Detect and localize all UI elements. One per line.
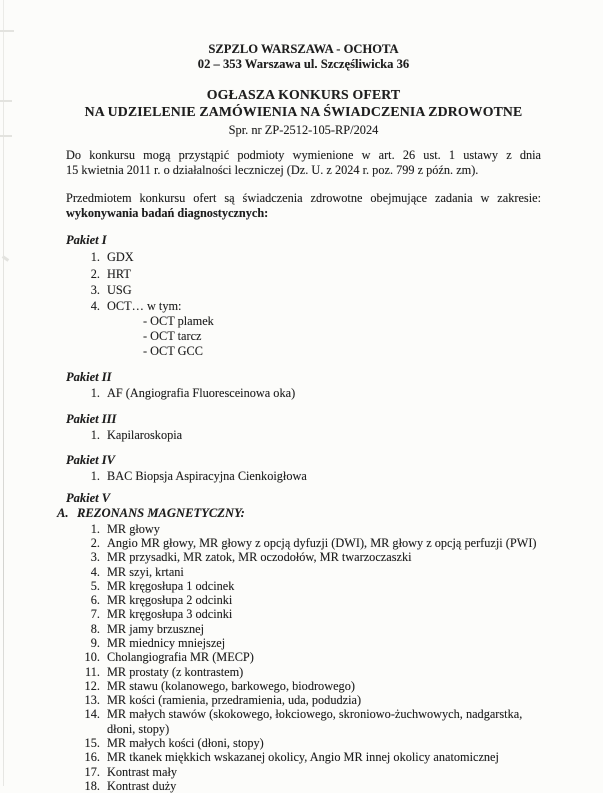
list-item: 15. MR małych kości (dłoni, stopy): [103, 736, 541, 750]
scan-artifact: [0, 135, 12, 137]
pakiet-5-list: [66, 522, 541, 793]
pakiet-3-list: [66, 428, 541, 442]
pakiet-4-title: Pakiet IV: [66, 452, 115, 467]
pakiet-2-list: [66, 386, 541, 400]
list-item: 13. MR kości (ramienia, przedramienia, uda, podudzia): [103, 693, 541, 707]
list-item: 12. MR stawu (kolanowego, barkowego, biodrowego): [103, 679, 541, 693]
list-item: 7. MR kręgosłupa 3 odcinki: [103, 607, 541, 621]
list-item: 18. Kontrast duży: [103, 779, 541, 793]
pakiet-4-list: [66, 469, 541, 483]
subsection-label: A.: [57, 506, 69, 521]
pakiet-2-title: Pakiet II: [66, 370, 112, 385]
list-item: 1. AF (Angiografia Fluoresceinowa oka): [103, 386, 541, 400]
notice-title-line1: OGŁASZA KONKURS OFERT: [206, 87, 401, 102]
case-number: Spr. nr ZP-2512-105-RP/2024: [228, 123, 379, 137]
subsection-title: REZONANS MAGNETYCZNY:: [77, 506, 245, 521]
list-item: 1. MR głowy: [103, 522, 541, 536]
pakiet-1-title: Pakiet I: [66, 233, 107, 248]
intro-line1: Do konkursu mogą przystąpić podmioty wymienione w art. 26 ust. 1 ustawy z dnia: [66, 148, 541, 162]
pakiet-3-title: Pakiet III: [66, 411, 117, 426]
list-item: 9. MR miednicy mniejszej: [103, 636, 541, 650]
pakiet-5-subsection: [57, 506, 541, 521]
list-item: 10. Cholangiografia MR (MECP): [103, 650, 541, 664]
intro-paragraph: [66, 148, 541, 178]
subject-bold-line: wykonywania badań diagnostycznych:: [66, 205, 269, 220]
notice-title: [66, 86, 541, 120]
list-item: 2. HRT: [103, 266, 541, 282]
list-item: 1. GDX: [103, 249, 541, 265]
list-item: 14. MR małych stawów (skokowego, łokciowego, skroniowo-żuchwowych, nadgarstka, dłoni, stopy): [103, 707, 541, 736]
sub-list-item: - OCT plamek: [143, 314, 214, 329]
document-header: [66, 42, 541, 138]
notice-title-line2: NA UDZIELENIE ZAMÓWIENIA NA ŚWIADCZENIA ZDROWOTNE: [84, 104, 523, 119]
list-item: 3. MR przysadki, MR zatok, MR oczodołów, MR twarzoczaszki: [103, 550, 541, 564]
list-item: 17. Kontrast mały: [103, 765, 541, 779]
subject-paragraph: [66, 191, 541, 221]
organization-name: SZPZLO WARSZAWA - OCHOTA: [208, 42, 399, 56]
list-item: 6. MR kręgosłupa 2 odcinki: [103, 593, 541, 607]
subject-line: Przedmiotem konkursu ofert są świadczenia zdrowotne obejmujące zadania w zakresie:: [66, 190, 541, 205]
list-item: 5. MR kręgosłupa 1 odcinek: [103, 579, 541, 593]
list-item: 16. MR tkanek miękkich wskazanej okolicy, Angio MR innej okolicy anatomicznej: [103, 750, 541, 764]
pakiet-5-title: Pakiet V: [66, 491, 111, 506]
list-item: 1. BAC Biopsja Aspiracyjna Cienkoigłowa: [103, 469, 541, 483]
pakiet-1-subitems: [143, 314, 541, 359]
list-item: 8. MR jamy brzusznej: [103, 622, 541, 636]
pakiet-1-list: [66, 249, 541, 314]
scan-edge-artifact: [3, 0, 4, 786]
sub-list-item: - OCT GCC: [143, 344, 203, 359]
list-item: 4. MR szyi, krtani: [103, 565, 541, 579]
list-item: 11. MR prostaty (z kontrastem): [103, 665, 541, 679]
intro-line2: 15 kwietnia 2011 r. o działalności leczniczej (Dz. U. z 2024 r. poz. 799 z późn. zm).: [66, 163, 479, 178]
scan-artifact: [0, 100, 12, 102]
list-item: 3. USG: [103, 282, 541, 298]
sub-list-item: - OCT tarcz: [143, 329, 202, 344]
list-item: 2. Angio MR głowy, MR głowy z opcją dyfuzji (DWI), MR głowy z opcją perfuzji (PWI): [103, 536, 541, 550]
list-item: 1. Kapilaroskopia: [103, 428, 541, 442]
list-item: 4. OCT… w tym:: [103, 298, 541, 314]
organization-address: 02 – 353 Warszawa ul. Szczęśliwicka 36: [197, 57, 410, 71]
scan-artifact: [0, 30, 14, 32]
